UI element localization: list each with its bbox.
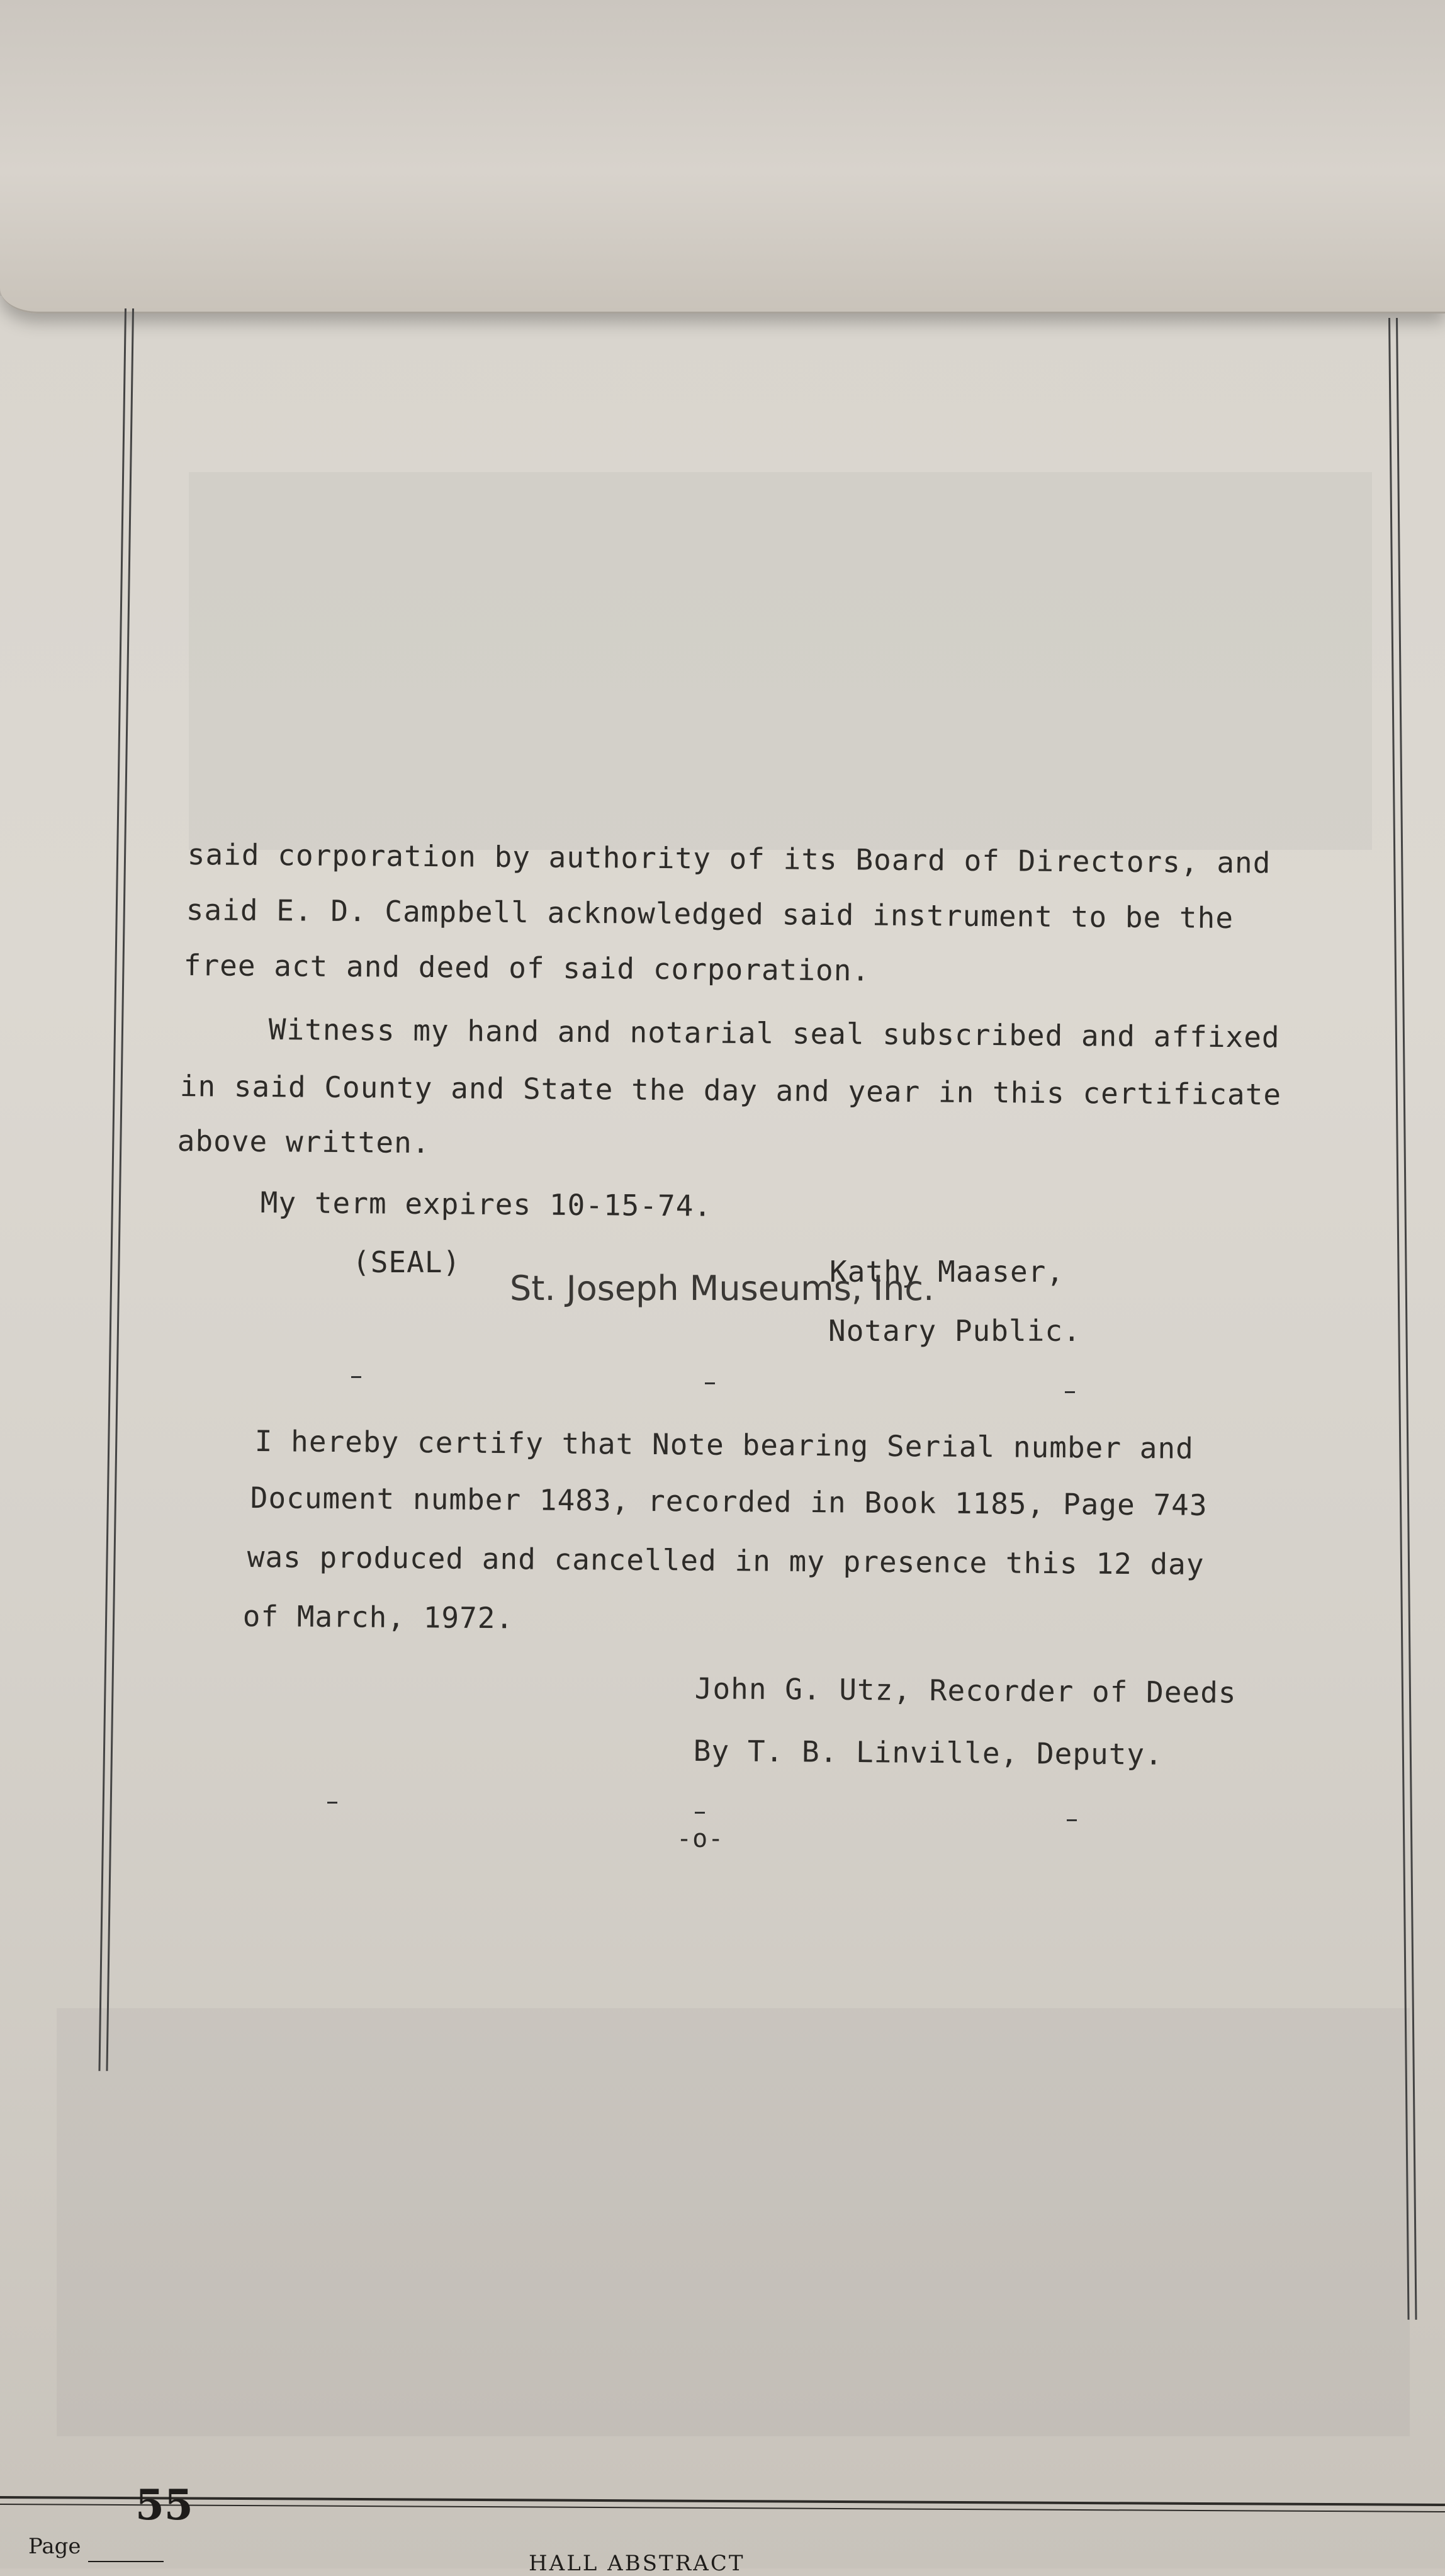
dash-mark xyxy=(705,1382,715,1384)
watermark-text: St. Joseph Museums, Inc. xyxy=(510,1268,935,1308)
footer-title: HALL ABSTRACT xyxy=(529,2551,745,2576)
paragraph-2-line-3: above written. xyxy=(177,1124,430,1160)
recorder-name: John G. Utz, Recorder of Deeds xyxy=(694,1671,1237,1710)
deputy-signature: By T. B. Linville, Deputy. xyxy=(693,1734,1164,1771)
paragraph-1-line-3: free act and deed of said corporation. xyxy=(183,948,870,988)
paragraph-2-line-2: in said County and State the day and year in this certificate xyxy=(179,1069,1282,1112)
previous-page-curl xyxy=(0,0,1445,314)
dash-mark xyxy=(1065,1391,1075,1393)
certification-line-1: I hereby certify that Note bearing Serial number and xyxy=(254,1424,1195,1466)
certification-line-2: Document number 1483, recorded in Book 1185, Page 743 xyxy=(250,1481,1208,1522)
notary-name: Kathy Maaser, xyxy=(829,1255,1065,1289)
bleed-through-lower-area xyxy=(57,2008,1410,2436)
dash-mark xyxy=(1067,1819,1077,1821)
certification-line-3: was produced and cancelled in my presence this 12 day xyxy=(247,1540,1205,1581)
bleed-through-text-area xyxy=(189,472,1372,850)
page-number: 55 xyxy=(135,2480,193,2529)
dash-mark xyxy=(327,1802,337,1804)
dash-mark xyxy=(695,1812,705,1814)
seal-label: (SEAL) xyxy=(352,1245,461,1279)
notary-title: Notary Public. xyxy=(828,1314,1081,1348)
end-mark: -o- xyxy=(677,1824,724,1853)
term-expires: My term expires 10-15-74. xyxy=(260,1185,712,1223)
page-label: Page xyxy=(28,2534,81,2559)
paragraph-1-line-1: said corporation by authority of its Board of Directors, and xyxy=(187,837,1271,880)
certification-line-4: of March, 1972. xyxy=(242,1599,514,1635)
page-label-underline xyxy=(88,2561,164,2562)
paragraph-1-line-2: said E. D. Campbell acknowledged said instrument to be the xyxy=(186,893,1234,935)
dash-mark xyxy=(351,1376,361,1378)
paragraph-2-line-1: Witness my hand and notarial seal subscribed and affixed xyxy=(268,1012,1280,1054)
